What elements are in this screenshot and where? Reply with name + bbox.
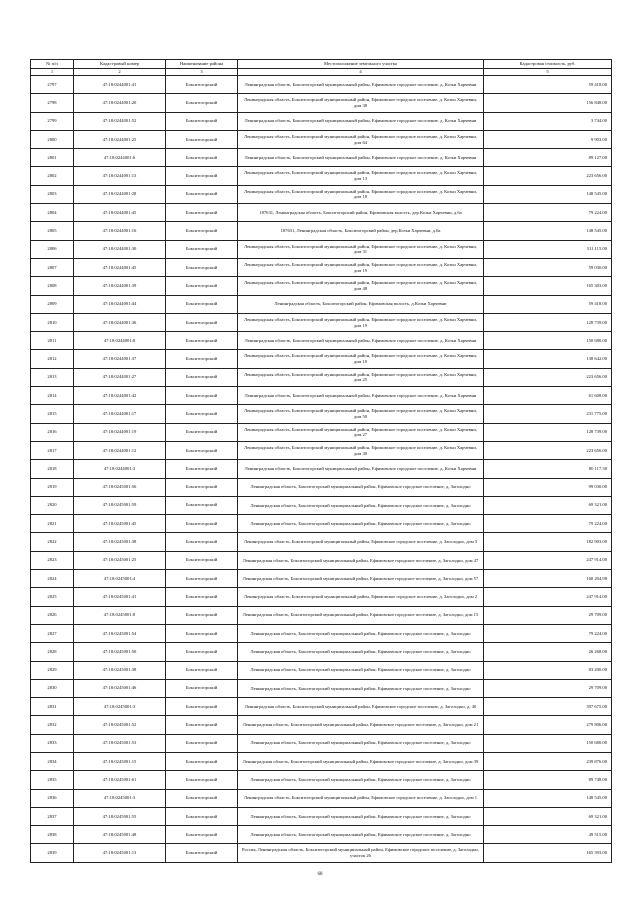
district-name: Бокситогорский	[166, 441, 238, 459]
row-number: 2827	[31, 624, 74, 642]
document-page	[30, 59, 611, 863]
row-number: 2833	[31, 734, 74, 752]
land-location: Ленинградская область, Бокситогорский муниципальный район, Ефимовское городское поселение, д. Заголодно	[238, 643, 484, 661]
land-location: Ленинградская область, Бокситогорский муниципальный район, Ефимовское городское поселение, д. Заголодно	[238, 515, 484, 533]
cadastral-number: 47:18:0245001:38	[74, 533, 166, 551]
column-number: 3	[166, 69, 238, 76]
district-name: Бокситогорский	[166, 698, 238, 716]
district-name: Бокситогорский	[166, 624, 238, 642]
district-name: Бокситогорский	[166, 313, 238, 331]
land-location: Ленинградская область, Бокситогорский муниципальный район, Ефимовское городское поселение, д. Козьи Харчевни, дом 13	[238, 167, 484, 185]
cadastral-value: 397 675.00	[484, 698, 612, 716]
row-number: 2803	[31, 185, 74, 203]
land-location: Ленинградская область, Бокситогорский муниципальный район, Ефимовское городское поселение, д. Заголодно	[238, 478, 484, 496]
row-number: 2802	[31, 167, 74, 185]
row-number: 2831	[31, 698, 74, 716]
table-row	[31, 807, 612, 825]
land-location: Ленинградская область, Бокситогорский муниципальный район, Ефимовское городское поселение, д. Заголодно	[238, 661, 484, 679]
cadastral-number: 47:18:0244001:28	[74, 185, 166, 203]
land-location: Ленинградская область, Бокситогорский муниципальный район, Ефимовское городское поселение, д. Заголодно, д. 40	[238, 698, 484, 716]
table-row	[31, 588, 612, 606]
cadastral-value: 79 224.00	[484, 624, 612, 642]
cadastral-number: 47:18:0244001:12	[74, 441, 166, 459]
district-name: Бокситогорский	[166, 258, 238, 276]
cadastral-number: 47:18:0245001:52	[74, 716, 166, 734]
cadastral-value: 79 224.00	[484, 515, 612, 533]
district-name: Бокситогорский	[166, 167, 238, 185]
row-number: 2799	[31, 112, 74, 130]
row-number: 2825	[31, 588, 74, 606]
table-row	[31, 167, 612, 185]
table-row	[31, 661, 612, 679]
district-name: Бокситогорский	[166, 112, 238, 130]
row-number: 2800	[31, 130, 74, 148]
row-number: 2808	[31, 277, 74, 295]
land-location: Ленинградская область, Бокситогорский муниципальный район, Ефимовское городское поселение, д. Заголодно	[238, 807, 484, 825]
cadastral-number: 47:18:0245001:25	[74, 551, 166, 569]
district-name: Бокситогорский	[166, 789, 238, 807]
district-name: Бокситогорский	[166, 423, 238, 441]
table-header-row	[31, 60, 612, 69]
row-number: 2797	[31, 76, 74, 94]
table-row	[31, 789, 612, 807]
table-row	[31, 551, 612, 569]
district-name: Бокситогорский	[166, 350, 238, 368]
cadastral-number: 47:18:0244001:52	[74, 112, 166, 130]
cadastral-number: 47:18:0245001:13	[74, 844, 166, 862]
table-row	[31, 277, 612, 295]
land-location: Ленинградская область, Бокситогорский муниципальный район, Ефимовское городское поселение, д. Заголодно, дом 39	[238, 752, 484, 770]
cadastral-number: 47:18:0245001:59	[74, 496, 166, 514]
cadastral-number: 47:18:0244001:8	[74, 332, 166, 350]
row-number: 2809	[31, 295, 74, 313]
cadastral-value: 148 545.00	[484, 222, 612, 240]
district-name: Бокситогорский	[166, 277, 238, 295]
row-number: 2834	[31, 752, 74, 770]
cadastral-value: 148 545.00	[484, 185, 612, 203]
row-number: 2828	[31, 643, 74, 661]
district-name: Бокситогорский	[166, 149, 238, 167]
cadastral-number: 47:18:0245001:56	[74, 478, 166, 496]
district-name: Бокситогорский	[166, 643, 238, 661]
district-name: Бокситогорский	[166, 368, 238, 386]
cadastral-value: 165 393.00	[484, 844, 612, 862]
cadastral-number: 47:18:0245001:61	[74, 771, 166, 789]
row-number: 2817	[31, 441, 74, 459]
table-body	[31, 76, 612, 863]
row-number: 2798	[31, 94, 74, 112]
land-location: 187631, Ленинградская область, Бокситогорский район, дер.Козьи Харчевни, д.6а	[238, 222, 484, 240]
land-location: Ленинградская область, Бокситогорский муниципальный район, Ефимовское городское поселение, д. Заголодно, дом 1	[238, 789, 484, 807]
cadastral-value: 59 030.00	[484, 258, 612, 276]
cadastral-number: 47:18:0245001:38	[74, 661, 166, 679]
cadastral-value: 150 680.00	[484, 332, 612, 350]
district-name: Бокситогорский	[166, 332, 238, 350]
table-row	[31, 570, 612, 588]
cadastral-value: 3 744.00	[484, 112, 612, 130]
district-name: Бокситогорский	[166, 240, 238, 258]
land-location: Россия, Ленинградская область, Бокситогорский муниципальный район, Ефимовское городское поселение, д. Заголодно, участок 26	[238, 844, 484, 862]
row-number: 2839	[31, 844, 74, 862]
column-number: 5	[484, 69, 612, 76]
cadastral-value: 29 709.00	[484, 606, 612, 624]
district-name: Бокситогорский	[166, 734, 238, 752]
table-row	[31, 130, 612, 148]
table-row	[31, 112, 612, 130]
land-location: Ленинградская область, Бокситогорский район, Ефимовская волость, д.Козьи Харчевни	[238, 295, 484, 313]
table-row	[31, 734, 612, 752]
column-number: 4	[238, 69, 484, 76]
land-location: Ленинградская область, Бокситогорский муниципальный район, Ефимовское городское поселение, д. Заголодно, дом 15	[238, 606, 484, 624]
page-number: 68	[317, 872, 323, 877]
district-name: Бокситогорский	[166, 204, 238, 222]
district-name: Бокситогорский	[166, 185, 238, 203]
table-row	[31, 844, 612, 862]
cadastral-number: 47:18:0245001:45	[74, 515, 166, 533]
table-row	[31, 295, 612, 313]
row-number: 2807	[31, 258, 74, 276]
row-number: 2822	[31, 533, 74, 551]
row-number: 2832	[31, 716, 74, 734]
header-location: Местоположение земельного участка	[238, 60, 484, 69]
cadastral-number: 47:18:0244001:17	[74, 405, 166, 423]
district-name: Бокситогорский	[166, 94, 238, 112]
cadastral-value: 49 515.00	[484, 826, 612, 844]
cadastral-number: 47:18:0245001:4	[74, 570, 166, 588]
cadastral-value: 247 914.00	[484, 588, 612, 606]
cadastral-number: 47:18:0244001:25	[74, 130, 166, 148]
row-number: 2818	[31, 460, 74, 478]
row-number: 2829	[31, 661, 74, 679]
table-row	[31, 533, 612, 551]
cadastral-value: 223 656.00	[484, 368, 612, 386]
cadastral-value: 59 418.00	[484, 76, 612, 94]
row-number: 2812	[31, 350, 74, 368]
land-location: Ленинградская область, Бокситогорский муниципальный район, Ефимовское городское поселение, д. Заголодно	[238, 771, 484, 789]
table-row	[31, 387, 612, 405]
land-location: Ленинградская область, Бокситогорский муниципальный район, Ефимовское городское поселение, д. Козьи Харчевни	[238, 460, 484, 478]
district-name: Бокситогорский	[166, 551, 238, 569]
district-name: Бокситогорский	[166, 76, 238, 94]
cadastral-number: 47:18:0244001:37	[74, 350, 166, 368]
district-name: Бокситогорский	[166, 460, 238, 478]
land-location: Ленинградская область, Бокситогорский муниципальный район, Ефимовское городское поселение, д. Козьи Харчевни	[238, 332, 484, 350]
land-location: Ленинградская область, Бокситогорский муниципальный район, Ефимовское городское поселение, д. Заголодно	[238, 496, 484, 514]
header-district: Наименование района	[166, 60, 238, 69]
table-row	[31, 76, 612, 94]
cadastral-value: 156 848.00	[484, 94, 612, 112]
cadastral-number: 47:18:0245001:48	[74, 826, 166, 844]
row-number: 2820	[31, 496, 74, 514]
cadastral-value: 83 200.00	[484, 661, 612, 679]
row-number: 2838	[31, 826, 74, 844]
table-row	[31, 460, 612, 478]
district-name: Бокситогорский	[166, 771, 238, 789]
row-number: 2806	[31, 240, 74, 258]
table-row	[31, 496, 612, 514]
cadastral-number: 47:18:0245001:53	[74, 734, 166, 752]
table-row	[31, 423, 612, 441]
table-row	[31, 441, 612, 459]
table-row	[31, 204, 612, 222]
land-location: Ленинградская область, Бокситогорский муниципальный район, Ефимовское городское поселение, д. Заголодно	[238, 679, 484, 697]
cadastral-value: 89 127.00	[484, 149, 612, 167]
table-row	[31, 313, 612, 331]
cadastral-value: 223 656.00	[484, 167, 612, 185]
table-row	[31, 94, 612, 112]
cadastral-value: 150 680.00	[484, 734, 612, 752]
district-name: Бокситогорский	[166, 588, 238, 606]
cadastral-number: 47:18:0245001:54	[74, 624, 166, 642]
land-location: Ленинградская область, Бокситогорский муниципальный район, Ефимовское городское поселение, д. Заголодно	[238, 826, 484, 844]
land-location: Ленинградская область, Бокситогорский муниципальный район, Ефимовское городское поселение, д. Козьи Харчевни, дом 64	[238, 130, 484, 148]
district-name: Бокситогорский	[166, 844, 238, 862]
row-number: 2814	[31, 387, 74, 405]
district-name: Бокситогорский	[166, 661, 238, 679]
district-name: Бокситогорский	[166, 807, 238, 825]
column-number: 1	[31, 69, 74, 76]
land-location: Ленинградская область, Бокситогорский муниципальный район, Ефимовское городское поселение, д. Козьи Харчевни, дом 48	[238, 277, 484, 295]
table-row	[31, 606, 612, 624]
row-number: 2811	[31, 332, 74, 350]
cadastral-number: 47:18:0245001:15	[74, 752, 166, 770]
table-row	[31, 405, 612, 423]
district-name: Бокситогорский	[166, 496, 238, 514]
row-number: 2824	[31, 570, 74, 588]
land-location: Ленинградская область, Бокситогорский муниципальный район, Ефимовское городское поселение, д. Козьи Харчевни, дом 30	[238, 441, 484, 459]
row-number: 2801	[31, 149, 74, 167]
row-number: 2805	[31, 222, 74, 240]
cadastral-number: 47:18:0244001:20	[74, 94, 166, 112]
cadastral-number: 47:18:0245001:3	[74, 698, 166, 716]
cadastral-value: 239 876.00	[484, 752, 612, 770]
column-number-row	[31, 69, 612, 76]
cadastral-number: 47:18:0245001:55	[74, 807, 166, 825]
table-row	[31, 752, 612, 770]
land-location: Ленинградская область, Бокситогорский муниципальный район, Ефимовское городское поселение, д. Заголодно	[238, 734, 484, 752]
cadastral-number: 47:18:0244001:30	[74, 240, 166, 258]
district-name: Бокситогорский	[166, 752, 238, 770]
cadastral-value: 165 303.00	[484, 277, 612, 295]
cadastral-value: 9 903.00	[484, 130, 612, 148]
land-location: Ленинградская область, Бокситогорский муниципальный район, Ефимовское городское поселение, д. Козьи Харчевни	[238, 112, 484, 130]
land-location: Ленинградская область, Бокситогорский муниципальный район, Ефимовское городское поселение, д. Козьи Харчевни	[238, 149, 484, 167]
table-row	[31, 643, 612, 661]
header-number: № п/п	[31, 60, 74, 69]
cadastral-number: 47:18:0244001:45	[74, 258, 166, 276]
row-number: 2804	[31, 204, 74, 222]
cadastral-value: 279 806.00	[484, 716, 612, 734]
table-row	[31, 698, 612, 716]
cadastral-value: 89 748.00	[484, 771, 612, 789]
cadastral-number: 47:18:0244001:45	[74, 204, 166, 222]
cadastral-value: 182 903.00	[484, 533, 612, 551]
cadastral-number: 47:18:0244001:27	[74, 368, 166, 386]
district-name: Бокситогорский	[166, 478, 238, 496]
cadastral-number: 47:18:0244001:3	[74, 460, 166, 478]
table-row	[31, 716, 612, 734]
table-row	[31, 222, 612, 240]
land-location: Ленинградская область, Бокситогорский муниципальный район, Ефимовское городское поселение, д. Козьи Харчевни, дом 50	[238, 405, 484, 423]
district-name: Бокситогорский	[166, 130, 238, 148]
land-location: Ленинградская область, Бокситогорский муниципальный район, Ефимовское городское поселение, д. Заголодно, дом 47	[238, 551, 484, 569]
land-location: Ленинградская область, Бокситогорский муниципальный район, Ефимовское городское поселение, д. Заголодно, дом 57	[238, 570, 484, 588]
cadastral-value: 128 739.00	[484, 423, 612, 441]
row-number: 2821	[31, 515, 74, 533]
cadastral-value: 168 204.98	[484, 570, 612, 588]
table-row	[31, 624, 612, 642]
header-cadastral-value: Кадастровая стоимость, руб.	[484, 60, 612, 69]
row-number: 2810	[31, 313, 74, 331]
row-number: 2823	[31, 551, 74, 569]
cadastral-number: 47:18:0244001:19	[74, 423, 166, 441]
cadastral-value: 138 642.00	[484, 350, 612, 368]
cadastral-number: 47:18:0245001:3	[74, 789, 166, 807]
land-location: Ленинградская область, Бокситогорский муниципальный район, Ефимовское городское поселение, д. Козьи Харчевни, дом 31	[238, 240, 484, 258]
row-number: 2815	[31, 405, 74, 423]
cadastral-value: 223 656.00	[484, 441, 612, 459]
row-number: 2813	[31, 368, 74, 386]
land-location: Ленинградская область, Бокситогорский муниципальный район, Ефимовское городское поселение, д. Заголодно, дом 21	[238, 716, 484, 734]
district-name: Бокситогорский	[166, 405, 238, 423]
land-location: Ленинградская область, Бокситогорский муниципальный район, Ефимовское городское поселение, д. Козьи Харчевни, дом 38	[238, 94, 484, 112]
row-number: 2836	[31, 789, 74, 807]
row-number: 2835	[31, 771, 74, 789]
land-location: Ленинградская область, Бокситогорский муниципальный район, Ефимовское городское поселение, д. Козьи Харчевни, дом 19	[238, 258, 484, 276]
table-row	[31, 185, 612, 203]
land-location: 187631, Ленинградская область, Бокситогорский район, Ефимовская волость, дер.Козьи Харчевни, д.6а	[238, 204, 484, 222]
cadastral-number: 47:18:0245001:50	[74, 643, 166, 661]
land-location: Ленинградская область, Бокситогорский муниципальный район, Ефимовское городское поселение, д. Козьи Харчевни, дом 25	[238, 368, 484, 386]
land-location: Ленинградская область, Бокситогорский муниципальный район, Ефимовское городское поселение, д. Козьи Харчевни	[238, 76, 484, 94]
district-name: Бокситогорский	[166, 570, 238, 588]
district-name: Бокситогорский	[166, 387, 238, 405]
table-row	[31, 332, 612, 350]
table-row	[31, 240, 612, 258]
district-name: Бокситогорский	[166, 222, 238, 240]
table-row	[31, 771, 612, 789]
table-row	[31, 258, 612, 276]
cadastral-table	[30, 59, 612, 863]
land-location: Ленинградская область, Бокситогорский муниципальный район, Ефимовское городское поселение, д. Козьи Харчевни, дом 10	[238, 350, 484, 368]
cadastral-value: 69 321.00	[484, 807, 612, 825]
district-name: Бокситогорский	[166, 606, 238, 624]
cadastral-value: 59 418.00	[484, 295, 612, 313]
cadastral-number: 47:18:0244001:41	[74, 76, 166, 94]
table-row	[31, 679, 612, 697]
district-name: Бокситогорский	[166, 533, 238, 551]
cadastral-value: 128 739.00	[484, 313, 612, 331]
cadastral-value: 29 709.00	[484, 679, 612, 697]
cadastral-value: 311 115.00	[484, 240, 612, 258]
table-row	[31, 368, 612, 386]
cadastral-number: 47:18:0244001:36	[74, 313, 166, 331]
row-number: 2819	[31, 478, 74, 496]
district-name: Бокситогорский	[166, 515, 238, 533]
district-name: Бокситогорский	[166, 295, 238, 313]
column-number: 2	[74, 69, 166, 76]
land-location: Ленинградская область, Бокситогорский муниципальный район, Ефимовское городское поселение, д. Козьи Харчевни, дом 19	[238, 313, 484, 331]
land-location: Ленинградская область, Бокситогорский муниципальный район, Ефимовское городское поселение, д. Заголодно, дом 2	[238, 588, 484, 606]
cadastral-number: 47:18:0245001:41	[74, 588, 166, 606]
district-name: Бокситогорский	[166, 826, 238, 844]
table-row	[31, 478, 612, 496]
cadastral-number: 47:18:0244001:13	[74, 167, 166, 185]
district-name: Бокситогорский	[166, 679, 238, 697]
land-location: Ленинградская область, Бокситогорский муниципальный район, Ефимовское городское поселение, д. Козьи Харчевни, дом 18	[238, 185, 484, 203]
table-row	[31, 350, 612, 368]
header-cadastral-number: Кадастровый номер	[74, 60, 166, 69]
row-number: 2837	[31, 807, 74, 825]
cadastral-number: 47:18:0244001:6	[74, 149, 166, 167]
cadastral-number: 47:18:0244001:42	[74, 387, 166, 405]
cadastral-number: 47:18:0244001:39	[74, 277, 166, 295]
cadastral-number: 47:18:0244001:44	[74, 295, 166, 313]
cadastral-number: 47:18:0245001:46	[74, 679, 166, 697]
land-location: Ленинградская область, Бокситогорский муниципальный район, Ефимовское городское поселение, д. Козьи Харчевни	[238, 387, 484, 405]
cadastral-value: 99 030.00	[484, 478, 612, 496]
land-location: Ленинградская область, Бокситогорский муниципальный район, Ефимовское городское поселение, д. Заголодно	[238, 624, 484, 642]
cadastral-value: 69 321.00	[484, 496, 612, 514]
table-row	[31, 826, 612, 844]
table-row	[31, 149, 612, 167]
land-location: Ленинградская область, Бокситогорский муниципальный район, Ефимовское городское поселение, д. Козьи Харчевни, дом 27	[238, 423, 484, 441]
cadastral-number: 47:18:0245001:8	[74, 606, 166, 624]
row-number: 2816	[31, 423, 74, 441]
cadastral-value: 231 775.00	[484, 405, 612, 423]
district-name: Бокситогорский	[166, 716, 238, 734]
row-number: 2830	[31, 679, 74, 697]
cadastral-number: 47:18:0244001:16	[74, 222, 166, 240]
cadastral-value: 26 268.00	[484, 643, 612, 661]
cadastral-value: 148 545.00	[484, 789, 612, 807]
cadastral-value: 247 914.00	[484, 551, 612, 569]
row-number: 2826	[31, 606, 74, 624]
cadastral-value: 79 224.00	[484, 204, 612, 222]
table-row	[31, 515, 612, 533]
cadastral-value: 80 117.30	[484, 460, 612, 478]
land-location: Ленинградская область, Бокситогорский муниципальный район, Ефимовское городское поселение, д. Заголодно, дом 3	[238, 533, 484, 551]
cadastral-value: 61 608.00	[484, 387, 612, 405]
